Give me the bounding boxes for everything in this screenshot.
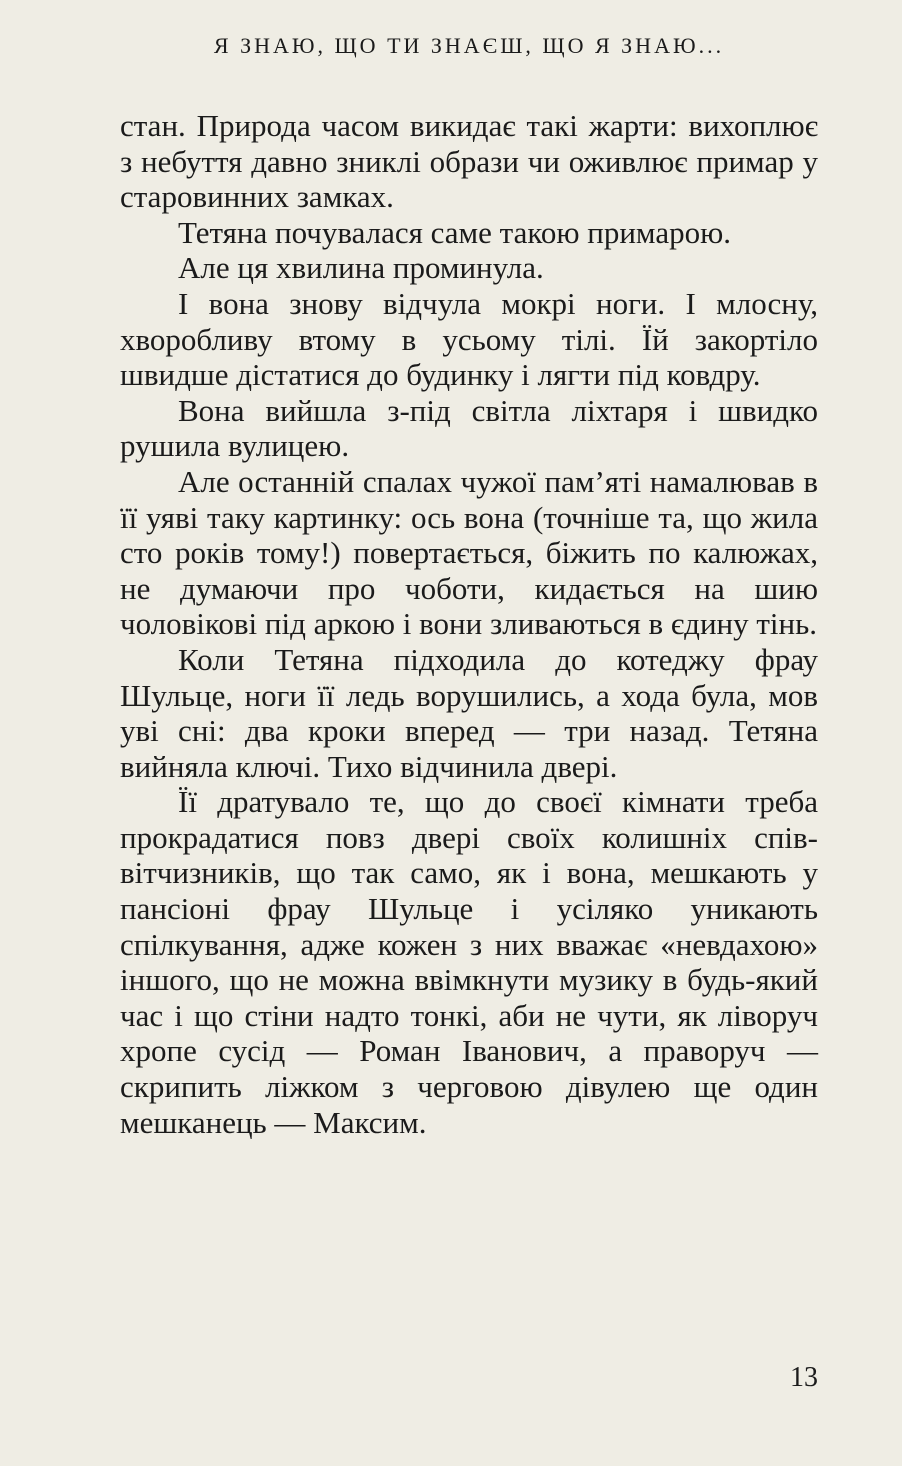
- running-head: Я ЗНАЮ, ЩО ТИ ЗНАЄШ, ЩО Я ЗНАЮ...: [213, 33, 725, 58]
- paragraph-8: Її дратувало те, що до своєї кімнати треба прокрадатися повз двері своїх колишніх співвітчизників, що так само, як і вона, мешкають у пансіоні фрау Шульце і усіляко уникають спілкування, адже кожен з них вважає «невдахою» іншого, що не можна ввімкнути музику в будь-який час і що стіни надто тонкі, аби не чути, як ліворуч хропе сусід — Роман Іванович, а праворуч — скрипить ліжком з черговою дівулею ще один мешканець — Максим.: [120, 784, 818, 1140]
- paragraph-2: Тетяна почувалася саме такою примарою.: [178, 214, 732, 250]
- paragraph-5: Вона вийшла з-під світла ліхтаря і швидко рушила вулицею.: [120, 392, 818, 464]
- paragraph-7: Коли Тетяна підходила до котеджу фрау Шульце, ноги її ледь ворушились, а хода була, мов уві сні: два кроки вперед — три назад. Тетяна вийняла ключі. Тихо відчинила двері.: [120, 641, 818, 784]
- paragraph-4: І вона знову відчула мокрі ноги. І млосну, хворобливу втому в усьому тілі. Їй закортіло швидше дістатися до будинку і лягти під ковдру.: [120, 285, 818, 393]
- paragraph-3: Але ця хвилина проминула.: [178, 250, 544, 286]
- paragraph-6: Але останній спалах чужої пам’яті намалював в її уяві таку картинку: ось вона (точніше та, що жила сто років тому!) повертається, біжить по калюжах, не думаючи про чоботи, кидається на шию чоловікові під аркою і вони зливаються в єдину тінь.: [120, 463, 818, 642]
- body-text: [120, 108, 818, 1140]
- paragraph-1: стан. Природа часом викидає такі жарти: вихоплює з небуття давно зниклі образи чи оживлює примар у старовинних замках.: [120, 108, 818, 215]
- page-number: 13: [790, 1362, 818, 1393]
